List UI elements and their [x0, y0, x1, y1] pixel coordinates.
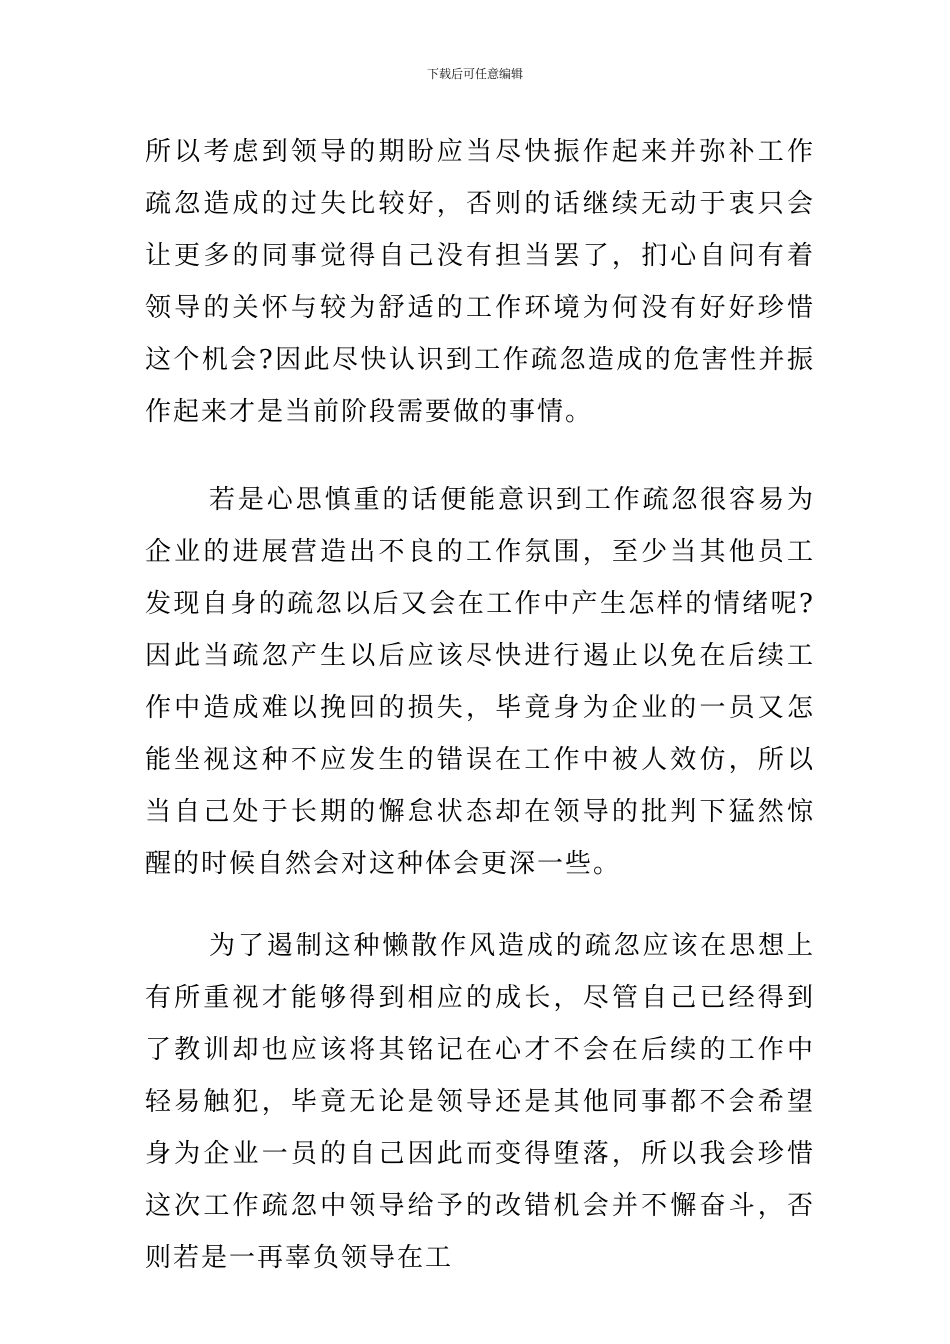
paragraph-1: 所以考虑到领导的期盼应当尽快振作起来并弥补工作疏忽造成的过失比较好，否则的话继续无动于衷只会让更多的同事觉得自己没有担当罢了，扪心自问有着领导的关怀与较为舒适的工作环境为何没有好好珍惜这个机会?因此尽快认识到工作疏忽造成的危害性并振作起来才是当前阶段需要做的事情。: [145, 137, 815, 427]
page-header: 下载后可任意编辑: [426, 67, 523, 81]
paragraph-3: 为了遏制这种懒散作风造成的疏忽应该在思想上有所重视才能够得到相应的成长，尽管自己已经得到了教训却也应该将其铭记在心才不会在后续的工作中轻易触犯，毕竟无论是领导还是其他同事都不会希望身为企业一员的自己因此而变得堕落，所以我会珍惜这次工作疏忽中领导给予的改错机会并不懈奋斗，否则若是一再辜负领导在工: [145, 931, 815, 1273]
paragraph-2: 若是心思慎重的话便能意识到工作疏忽很容易为企业的进展营造出不良的工作氛围，至少当其他员工发现自身的疏忽以后又会在工作中产生怎样的情绪呢?因此当疏忽产生以后应该尽快进行遏止以免在后续工作中造成难以挽回的损失，毕竟身为企业的一员又怎能坐视这种不应发生的错误在工作中被人效仿，所以当自己处于长期的懈怠状态却在领导的批判下猛然惊醒的时候自然会对这种体会更深一些。: [145, 485, 815, 879]
